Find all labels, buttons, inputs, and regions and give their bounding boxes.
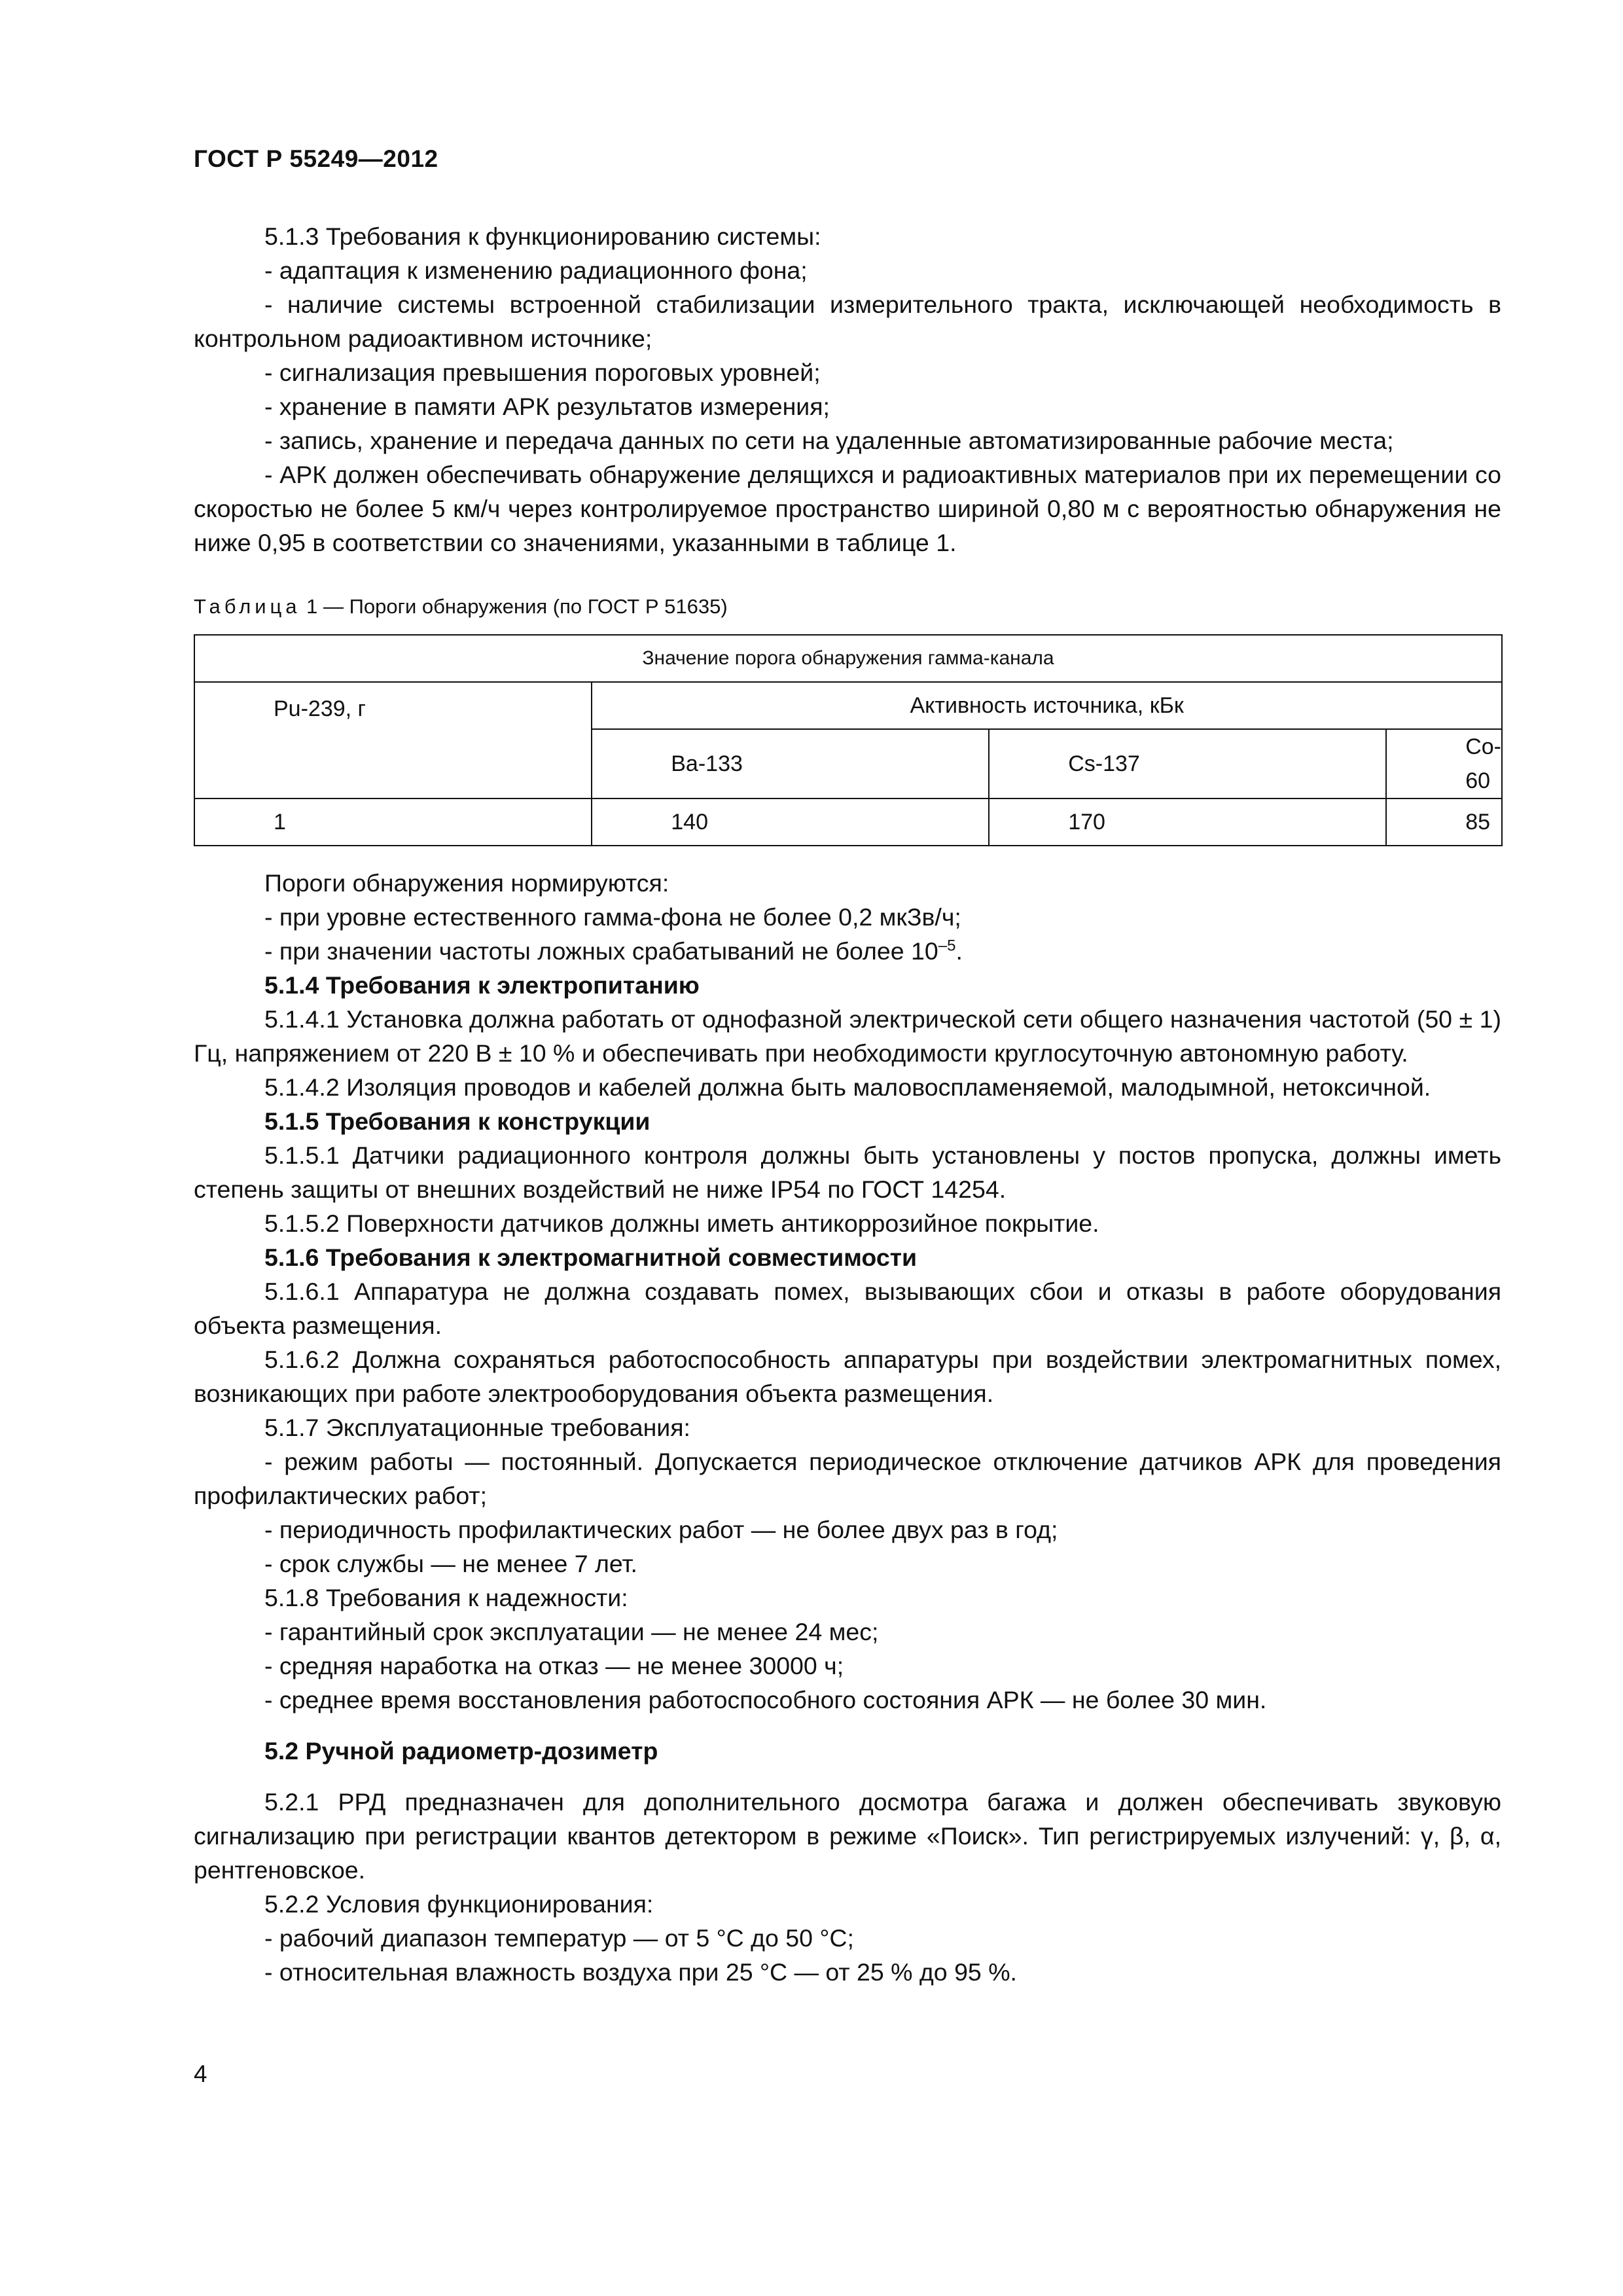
- table-col-pu239: Pu-239, г: [194, 682, 592, 798]
- section-5-1-5-title: 5.1.5 Требования к конструкции: [264, 1107, 651, 1135]
- list-item: - средняя наработка на отказ — не менее 30000 ч;: [264, 1652, 844, 1679]
- table-cell: 170: [989, 798, 1386, 846]
- table-caption-text: 1 — Пороги обнаружения (по ГОСТ Р 51635): [300, 595, 728, 618]
- list-item: - срок службы — не менее 7 лет.: [264, 1550, 637, 1577]
- list-item: [194, 934, 1501, 968]
- section-5-2-2-title: 5.2.2 Условия функционирования:: [264, 1890, 654, 1918]
- section-5-2-title: 5.2 Ручной радиометр-дозиметр: [264, 1737, 658, 1765]
- paragraph: 5.1.4.2 Изоляция проводов и кабелей должна быть маловоспламеняемой, малодымной, нетоксичной.: [264, 1073, 1431, 1101]
- table-caption-label: Таблица: [194, 595, 301, 618]
- list-item: - адаптация к изменению радиационного фона;: [264, 257, 808, 284]
- thresholds-table: [194, 634, 1503, 846]
- list-item: - сигнализация превышения пороговых уровней;: [264, 359, 821, 386]
- list-item: - относительная влажность воздуха при 25 °С — от 25 % до 95 %.: [264, 1958, 1017, 1986]
- table-cell: 140: [592, 798, 989, 846]
- list-item: - периодичность профилактических работ — не более двух раз в год;: [264, 1516, 1058, 1543]
- false-alarm-text: - при значении частоты ложных срабатываний не более 10: [264, 937, 938, 965]
- list-item: - среднее время восстановления работоспособного состояния АРК — не более 30 мин.: [264, 1686, 1267, 1713]
- list-item: - запись, хранение и передача данных по сети на удаленные автоматизированные рабочие места;: [264, 427, 1394, 454]
- document-body: [194, 219, 1501, 1989]
- table-header-cell: Значение порога обнаружения гамма-канала: [194, 635, 1502, 682]
- false-alarm-exponent: –5: [938, 937, 956, 955]
- list-item: - АРК должен обеспечивать обнаружение делящихся и радиоактивных материалов при их перемещении со скоростью не более 5 км/ч через контролируемое пространство шириной 0,80 м с вероятностью обнаружения не ниже 0,95 в соответствии со значениями, указанными в таблице 1.: [194, 461, 1501, 556]
- section-5-1-6-title: 5.1.6 Требования к электромагнитной совместимости: [264, 1244, 918, 1271]
- paragraph: 5.2.1 РРД предназначен для дополнительного досмотра багажа и должен обеспечивать звуковую сигнализацию при регистрации квантов детектором в режиме «Поиск». Тип регистрируемых излучений: γ, β, α, рентгеновское.: [194, 1788, 1501, 1884]
- list-item: - наличие системы встроенной стабилизации измерительного тракта, исключающей необходимость в контрольном радиоактивном источнике;: [194, 291, 1501, 352]
- document-header: ГОСТ Р 55249—2012: [194, 145, 438, 172]
- list-item: - гарантийный срок эксплуатации — не менее 24 мес;: [264, 1618, 879, 1645]
- paragraph: 5.1.5.2 Поверхности датчиков должны иметь антикоррозийное покрытие.: [264, 1210, 1099, 1237]
- section-5-1-3-title: 5.1.3 Требования к функционированию системы:: [264, 223, 821, 250]
- paragraph: 5.1.6.2 Должна сохраняться работоспособность аппаратуры при воздействии электромагнитных помех, возникающих при работе электрооборудования объекта размещения.: [194, 1346, 1501, 1407]
- paragraph: 5.1.6.1 Аппаратура не должна создавать помех, вызывающих сбои и отказы в работе оборудования объекта размещения.: [194, 1278, 1501, 1339]
- table-activity-header: Активность источника, кБк: [592, 682, 1502, 729]
- paragraph: 5.1.5.1 Датчики радиационного контроля должны быть установлены у постов пропуска, должны иметь степень защиты от внешних воздействий не ниже IP54 по ГОСТ 14254.: [194, 1141, 1501, 1203]
- section-5-1-8-title: 5.1.8 Требования к надежности:: [264, 1584, 628, 1611]
- paragraph: 5.1.4.1 Установка должна работать от однофазной электрической сети общего назначения частотой (50 ± 1) Гц, напряжением от 220 В ± 10 % и обеспечивать при необходимости круглосуточную автономную работу.: [194, 1005, 1501, 1067]
- page-number: 4: [194, 2060, 207, 2087]
- section-5-1-7-title: 5.1.7 Эксплуатационные требования:: [264, 1414, 690, 1441]
- table-caption: [194, 594, 1501, 620]
- table-cell: 1: [194, 798, 592, 846]
- section-5-1-4-title: 5.1.4 Требования к электропитанию: [264, 971, 700, 999]
- false-alarm-end: .: [955, 937, 963, 965]
- table-isotope-ba133: Ba-133: [592, 729, 989, 798]
- table-cell: 85: [1386, 798, 1502, 846]
- table-isotope-cs137: Cs-137: [989, 729, 1386, 798]
- list-item: - при уровне естественного гамма-фона не более 0,2 мкЗв/ч;: [264, 903, 961, 931]
- list-item: - режим работы — постоянный. Допускается периодическое отключение датчиков АРК для проведения профилактических работ;: [194, 1448, 1501, 1509]
- list-item: - хранение в памяти АРК результатов измерения;: [264, 393, 830, 420]
- thresholds-intro: Пороги обнаружения нормируются:: [264, 869, 669, 897]
- table-isotope-co60: Co-60: [1386, 729, 1502, 798]
- list-item: - рабочий диапазон температур — от 5 °С до 50 °С;: [264, 1924, 854, 1952]
